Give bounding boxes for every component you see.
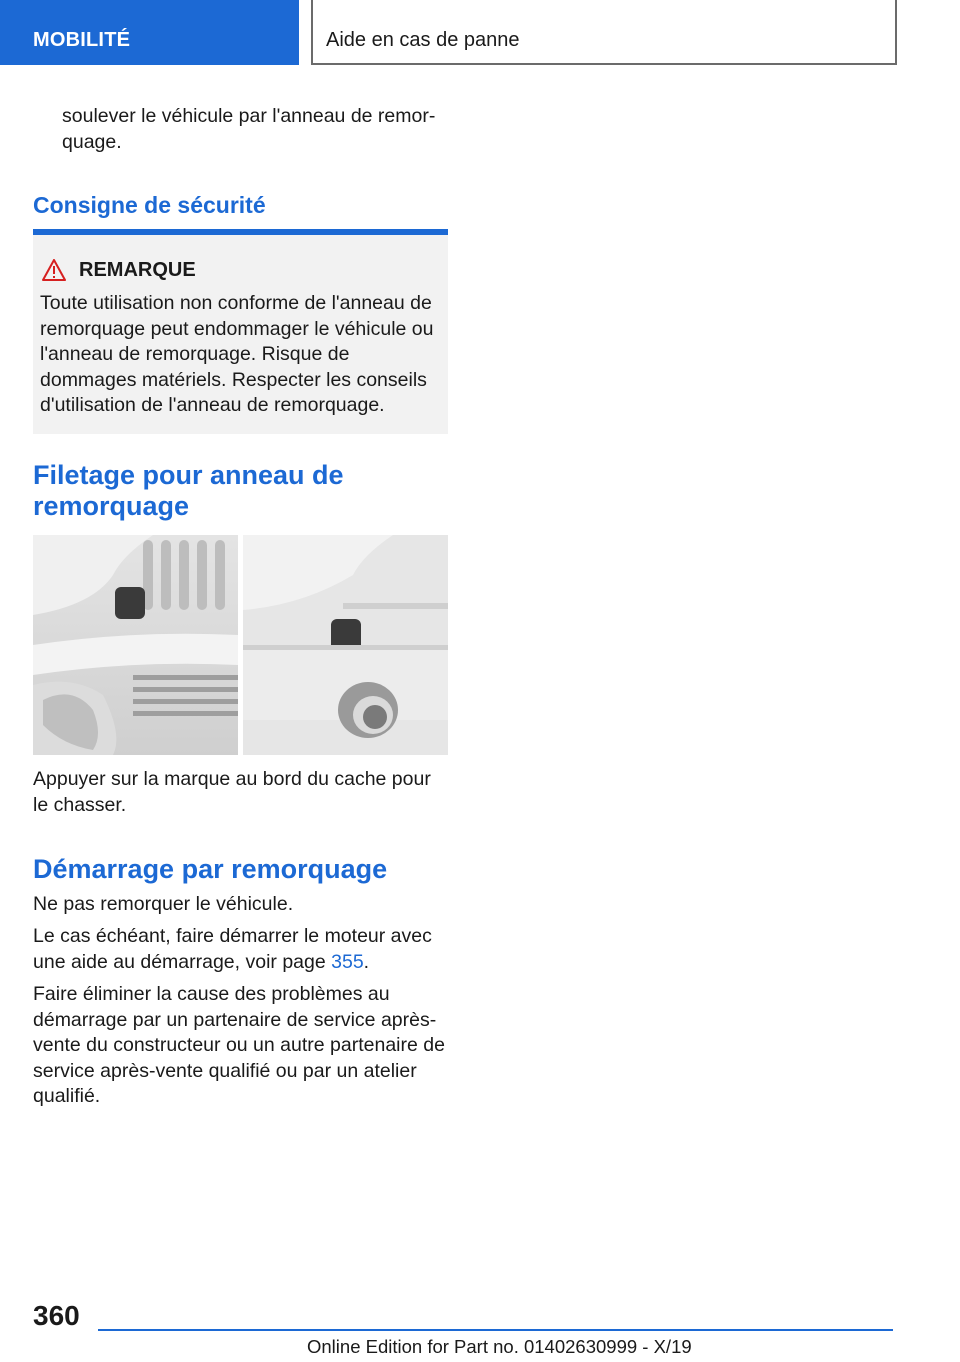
intro-line-1: soulever le véhicule par l'anneau de remor- xyxy=(62,105,436,127)
page-number: 360 xyxy=(33,1300,80,1331)
tow-start-heading: Démarrage par remorquage xyxy=(33,854,388,884)
section-tab xyxy=(0,0,299,65)
chapter-title: Aide en cas de panne xyxy=(326,29,520,51)
paragraph-2-end: . xyxy=(363,950,370,973)
front-bumper-photo xyxy=(33,535,238,755)
section-title: MOBILITÉ xyxy=(33,29,131,51)
chapter-tab xyxy=(311,0,897,65)
warning-triangle-icon xyxy=(42,259,66,281)
safety-heading: Consigne de sécurité xyxy=(33,192,266,218)
notice-title: REMARQUE xyxy=(79,259,196,281)
intro-paragraph xyxy=(62,104,442,155)
intro-line-2: quage. xyxy=(62,130,122,153)
notice-text: Toute utilisation non conforme de l'anneau de remorquage peut endommager le véhicule ou l'anneau de remorquage. Risque de dommages matériels. Respecter les conseils d'utilisation de l'anneau de remorquage. xyxy=(40,292,434,416)
rear-bumper-photo xyxy=(243,535,448,755)
thread-heading: Filetage pour anneau de remorquage xyxy=(33,460,344,521)
page-link[interactable]: 355 xyxy=(331,950,364,973)
tow-start-paragraph-1: Ne pas remorquer le véhicule. xyxy=(33,893,294,915)
footer-divider xyxy=(98,1329,893,1331)
photo-caption: Appuyer sur la marque au bord du cache pour le chasser. xyxy=(33,768,431,816)
warning-notice xyxy=(33,229,448,434)
tow-start-paragraph-2 xyxy=(33,924,448,975)
edition-label: Online Edition for Part no. 01402630999 - X/19 xyxy=(307,1336,692,1357)
paragraph-2-text: Le cas échéant, faire démarrer le moteur avec une aide au démarrage, voir page xyxy=(33,925,432,973)
tow-start-paragraph-3: Faire éliminer la cause des problèmes au démarrage par un partenaire de service après-vente du constructeur ou un autre partenaire de service après-vente qualifié ou par un atelier qualifié. xyxy=(33,983,445,1107)
